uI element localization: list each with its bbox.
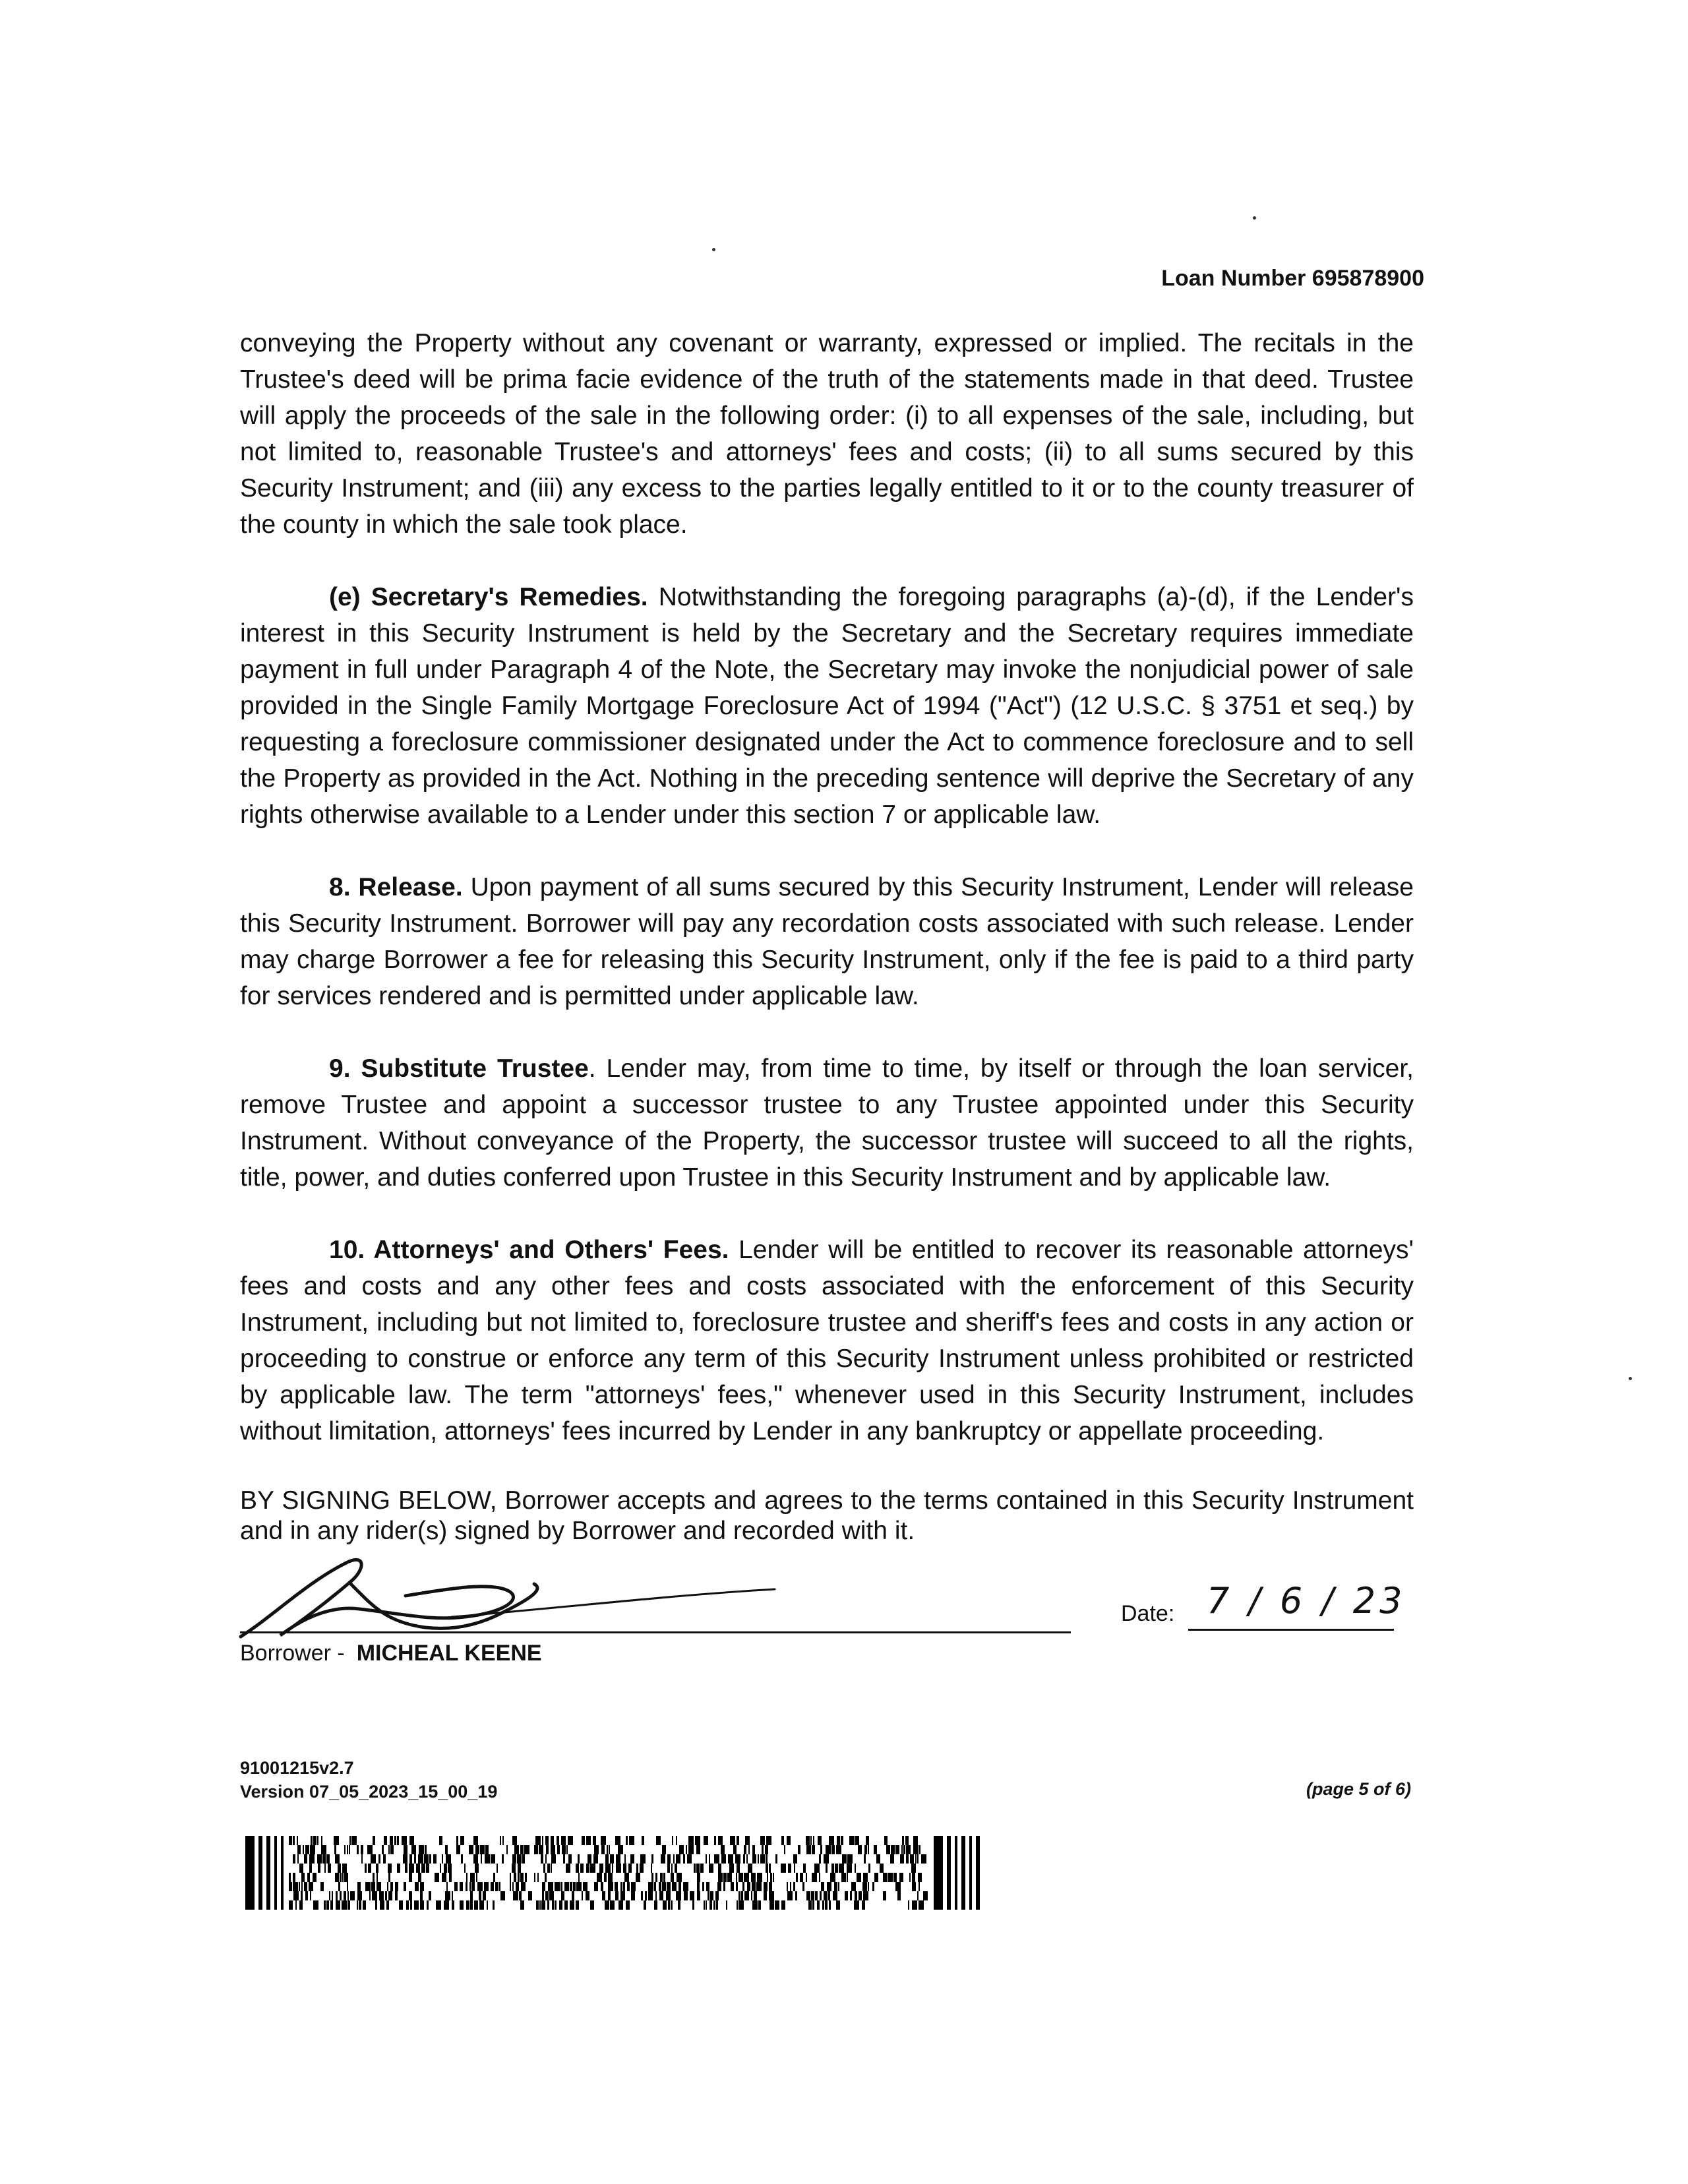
paragraph-trustee-deed [240,325,1414,543]
page-number: (page 5 of 6) [1306,1779,1411,1799]
paragraph-release [240,869,1414,1014]
borrower-name: MICHEAL KEENE [356,1641,542,1666]
paragraph-heading: 9. Substitute Trustee [329,1054,589,1083]
date-handwritten: 7 / 6 / 23 [1207,1580,1406,1622]
paragraph-attorneys-fees [240,1232,1414,1449]
borrower-signature [234,1543,828,1642]
paragraph-text: . Lender may, from time to time, by itself or through the loan servicer, remove Trustee and appoint a successor trustee to any Trustee appointed under this Security Instrument. Without conveyance of the Property, the successor trustee will succeed to all the rights, title, power, and duties conferred upon Trustee in this Security Instrument and by applicable law. [240,1054,1414,1192]
scan-speck [1253,216,1256,220]
borrower-label: Borrower - [240,1641,345,1666]
borrower-caption [240,1641,542,1666]
form-id: 91001215v2.7 [240,1758,354,1778]
paragraph-heading: (e) Secretary's Remedies. [329,583,648,611]
date-line [1188,1629,1394,1631]
paragraph-text: Upon payment of all sums secured by this Security Instrument, Lender will release this Security Instrument. Borrower will pay any recordation costs associated with such release. Lender may charge Borrower a fee for releasing this Security Instrument, only if the fee is paid to a third party for services rendered and is permitted under applicable law. [240,873,1414,1010]
form-identifier [240,1756,497,1804]
paragraph-text: Notwithstanding the foregoing paragraphs (a)-(d), if the Lender's interest in this Security Instrument is held by the Secretary and the Secretary requires immediate payment in full under Paragraph 4 of the Note, the Secretary may invoke the nonjudicial power of sale provided in the Single Family Mortgage Foreclosure Act of 1994 ("Act") (12 U.S.C. § 3751 et seq.) by requesting a foreclosure commissioner designated under the Act to commence foreclosure and to sell the Property as provided in the Act. Nothing in the preceding sentence will deprive the Secretary of any rights otherwise available to a Lender under this section 7 or applicable law. [240,583,1414,829]
scan-speck [1629,1377,1632,1380]
form-version: Version 07_05_2023_15_00_19 [240,1782,498,1802]
paragraph-heading: 10. Attorneys' and Others' Fees. [329,1236,729,1264]
paragraph-heading: 8. Release. [329,873,463,901]
date-label: Date: [1121,1601,1175,1626]
paragraph-secretary-remedies [240,579,1414,833]
scan-speck [712,248,715,251]
document-body [240,325,1414,1583]
signing-statement: BY SIGNING BELOW, Borrower accepts and agrees to the terms contained in this Security Instrument and in any rider(s) signed by Borrower and recorded with it. [240,1486,1414,1545]
paragraph-substitute-trustee [240,1050,1414,1196]
signature-line [240,1631,1071,1633]
paragraph-text: Lender will be entitled to recover its reasonable attorneys' fees and costs and any other fees and costs associated with the enforcement of this Security Instrument, including but not limited to, foreclosure trustee and sheriff's fees and costs in any action or proceeding to construe or enforce any term of this Security Instrument unless prohibited or restricted by applicable law. The term "attorneys' fees," whenever used in this Security Instrument, includes without limitation, attorneys' fees incurred by Lender in any bankruptcy or appellate proceeding. [240,1236,1414,1445]
pdf417-barcode [245,1836,984,1910]
loan-number: Loan Number 695878900 [1161,266,1424,291]
paragraph-text: conveying the Property without any covenant or warranty, expressed or implied. The recitals in the Trustee's deed will be prima facie evidence of the truth of the statements made in that deed. Trustee will apply the proceeds of the sale in the following order: (i) to all expenses of the sale, including, but not limited to, reasonable Trustee's and attorneys' fees and costs; (ii) to all sums secured by this Security Instrument; and (iii) any excess to the parties legally entitled to it or to the county treasurer of the county in which the sale took place. [240,329,1414,539]
